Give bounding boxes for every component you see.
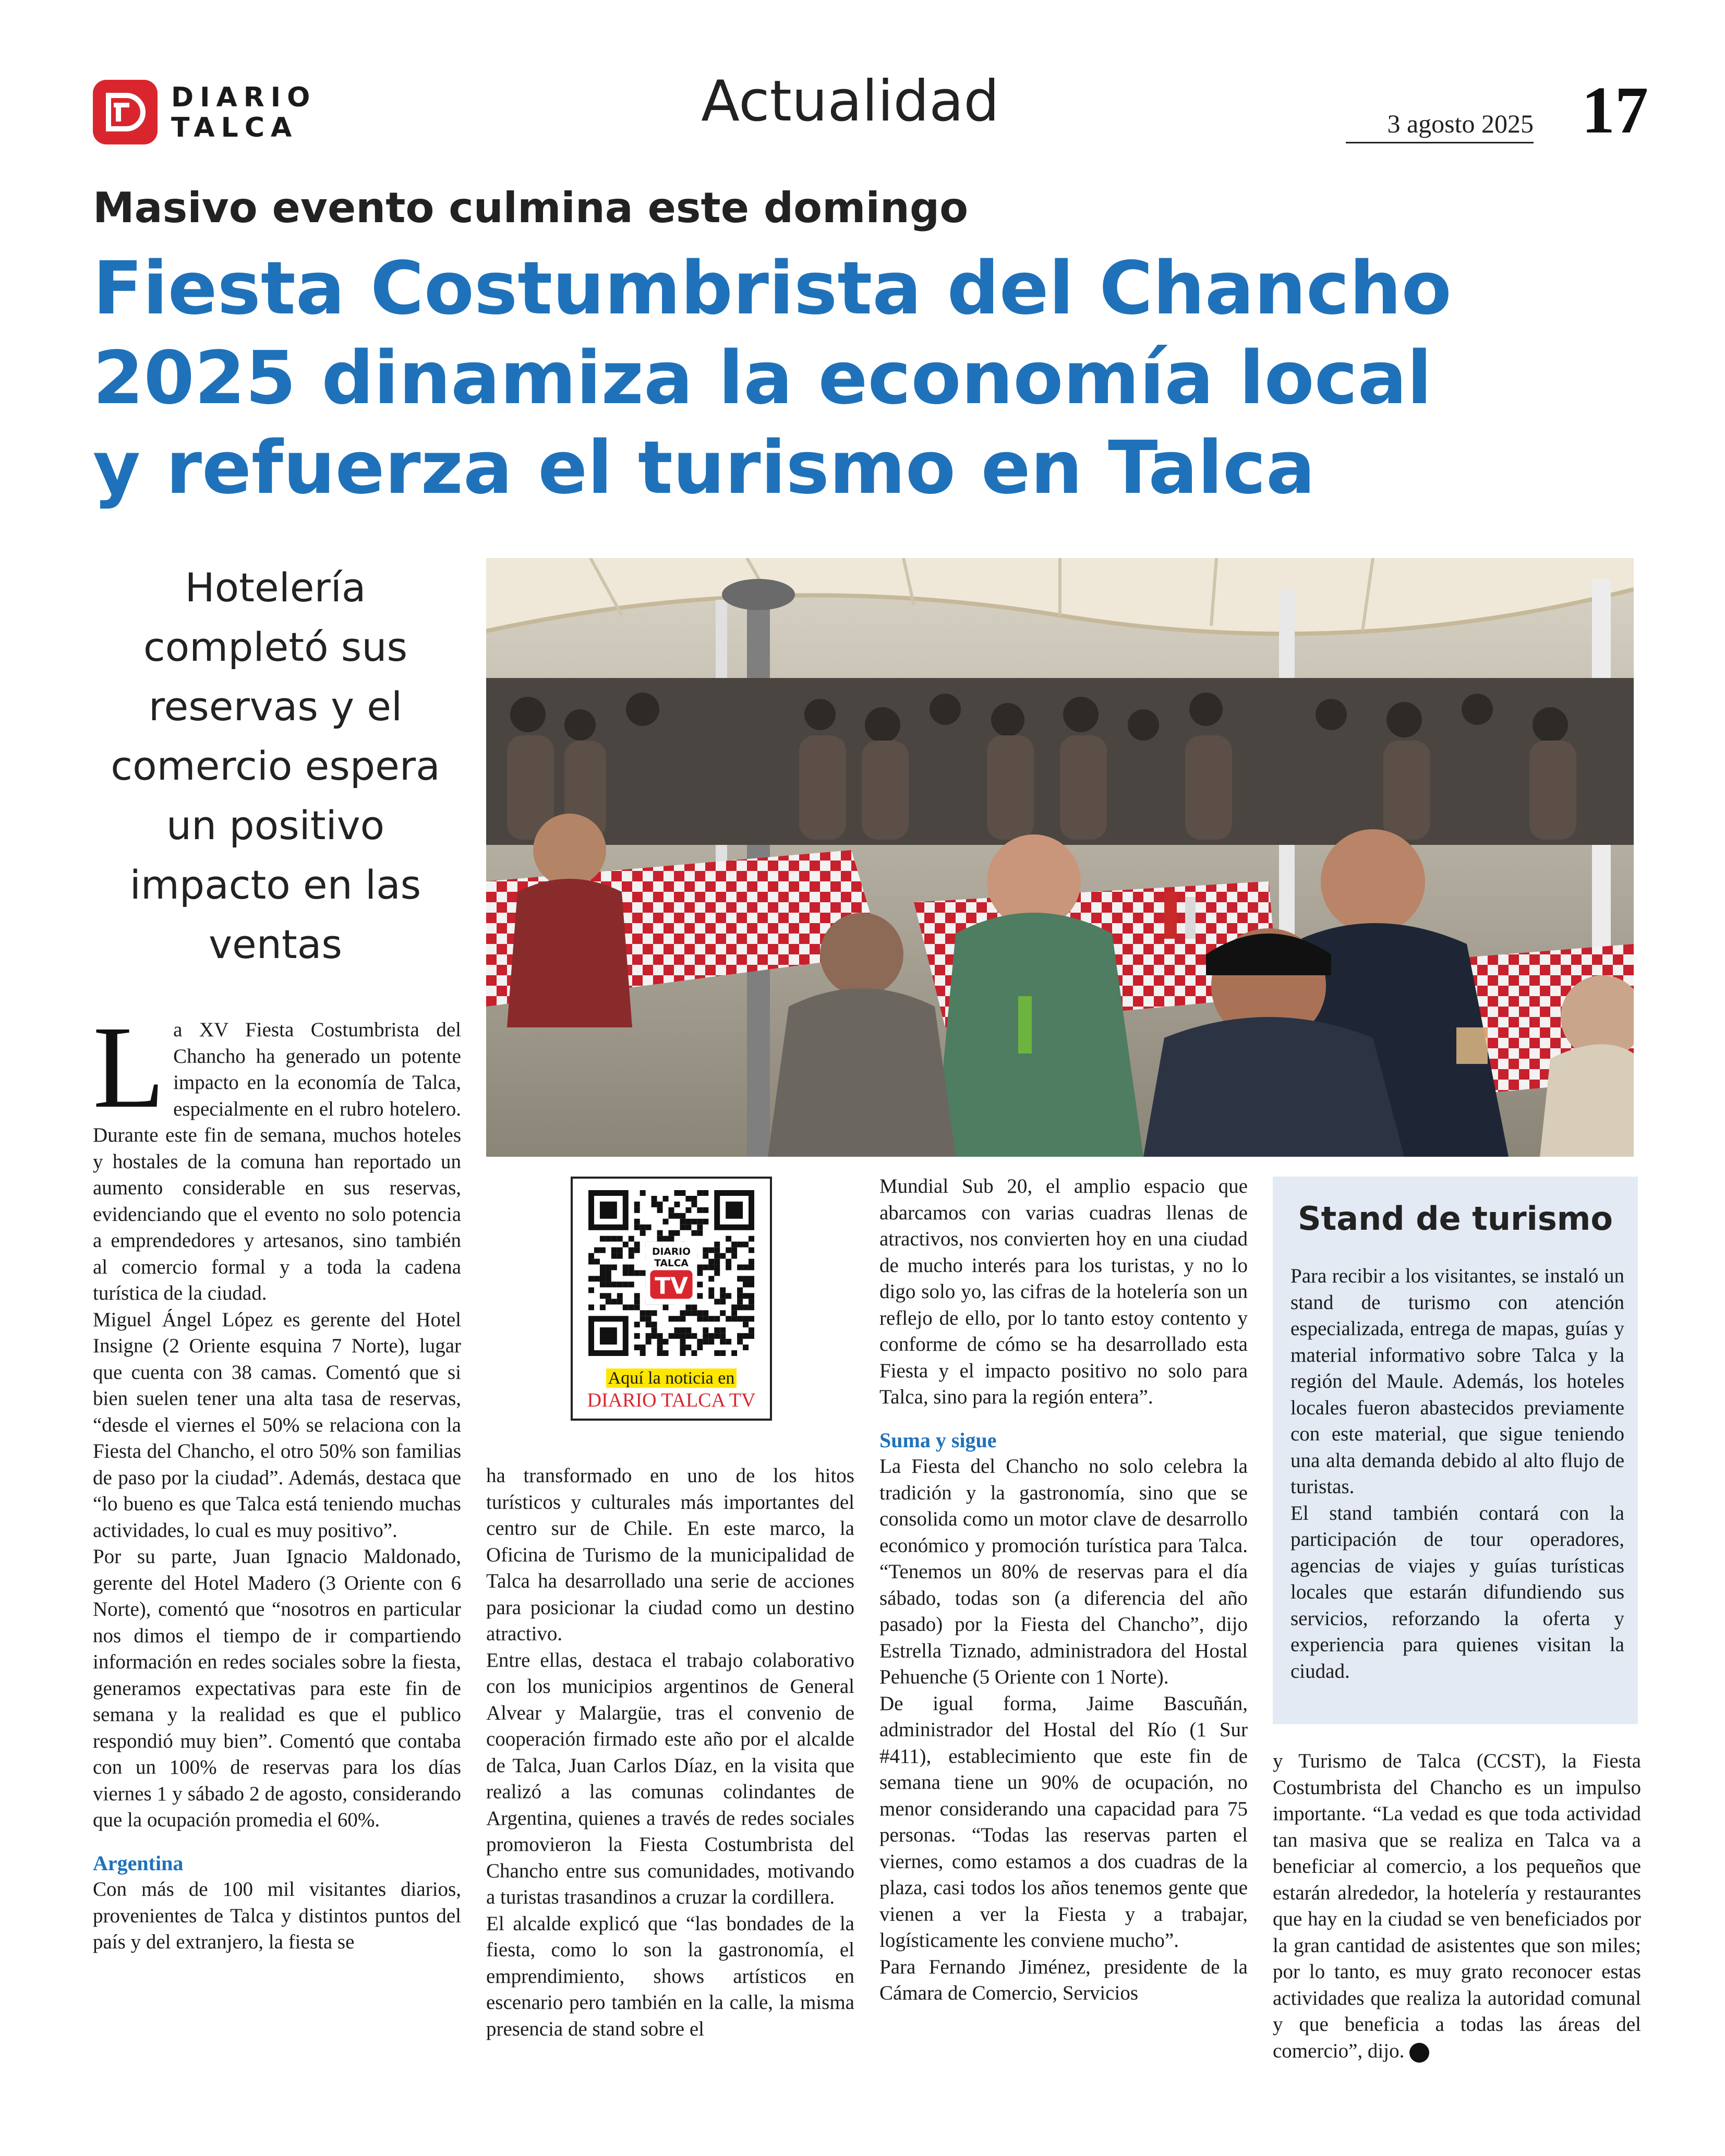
headline-line-2: 2025 dinamiza la economía local <box>93 336 1432 421</box>
subheading-argentina: Argentina <box>93 1851 184 1875</box>
sidebar-title: Stand de turismo <box>1298 1200 1613 1238</box>
article-paragraph: El alcalde explicó que “las bondades de la fiesta, como lo son la gastronomía, el emprendimiento, shows artísticos en escenario pero también en la calle, la misma presencia de stand sobre el <box>486 1912 854 2040</box>
article-paragraph: Miguel Ángel López es gerente del Hotel Insigne (2 Oriente esquina 7 Norte), lugar que cuenta con 38 camas. Comentó que si bien suelen tener una alta tasa de reservas, “desde el viernes el 50% se relaciona con la Fiesta del Chancho, el otro 50% son familias de paso por la ciudad”. Además, destaca que “lo bueno es que Talca está teniendo muchas actividades, lo cual es muy positivo”. <box>93 1308 461 1542</box>
issue-date: 3 agosto 2025 <box>1346 108 1534 143</box>
article-column-2 <box>486 1463 854 2042</box>
tv-badge: TV <box>655 1273 688 1300</box>
logo-line-1: DIARIO <box>171 82 317 113</box>
article-paragraph: ha transformado en uno de los hitos turísticos y culturales más importantes del centro sur de Chile. En este marco, la Oficina de Turismo de la municipalidad de Talca ha desarrollado una serie de acciones para posicionar la ciudad como un destino atractivo. <box>486 1464 854 1645</box>
qr-caption-line-1: Aquí la noticia en <box>606 1368 737 1388</box>
qr-code-icon[interactable] <box>588 1190 754 1356</box>
qr-code-box[interactable] <box>571 1177 772 1421</box>
article-paragraph: Por su parte, Juan Ignacio Maldonado, gerente del Hotel Madero (3 Oriente con 6 Norte), comentó que “nosotros en particular nos dimos el tiempo de ir compartiendo información en redes sociales sobre la fiesta, generamos expectativas para este fin de semana y la realidad es que el publico respondió muy bien”. Comentó que contaba con un 100% de reservas para los días viernes 1 y sábado 2 de agosto, considerando que la ocupación promedia el 60%. <box>93 1545 461 1831</box>
article-paragraph: Mundial Sub 20, el amplio espacio que abarcamos con varias cuadras llenas de atractivos, nos convierten hoy en una ciudad de mucho interés para los turistas, y no lo digo solo yo, las cifras de la hotelería son un reflejo de ello, por lo tanto estoy contento y conforme de cómo se ha desarrollado esta Fiesta y el impacto positivo no solo para Talca, sino para la región entera”. <box>879 1175 1248 1408</box>
article-kicker: Masivo evento culmina este domingo <box>93 184 969 232</box>
section-title: Actualidad <box>701 69 999 134</box>
headline-line-1: Fiesta Costumbrista del Chancho <box>93 246 1452 331</box>
qr-caption[interactable] <box>573 1367 770 1412</box>
article-deck: Hotelería completó sus reservas y el comercio espera un positivo impacto en las ventas <box>111 564 440 967</box>
sidebar-paragraph: El stand también contará con la participación de tour operadores, agencias de viajes y guías turísticas locales que estarán difundiendo sus servicios, reforzando la oferta y experiencia para quienes visitan la ciudad. <box>1290 1501 1624 1682</box>
sidebar-body <box>1290 1263 1624 1685</box>
subheading-suma-y-sigue: Suma y sigue <box>879 1428 997 1452</box>
brand-logo[interactable] <box>93 78 317 146</box>
article-paragraph: La Fiesta del Chancho no solo celebra la tradición y la gastronomía, sino que se consolida como un motor clave de desarrollo económico y promoción turística para Talca. “Tenemos un 80% de reservas para el día sábado, todas son (a diferencia del año pasado) por la Fiesta del Chancho”, dijo Estrella Tiznado, administradora del Hostal Pehuenche (5 Oriente con 1 Norte). <box>879 1455 1248 1688</box>
sidebar-box <box>1273 1177 1638 1724</box>
page-number: 17 <box>1582 73 1648 147</box>
article-column-1 <box>93 1002 461 1956</box>
logo-d-icon <box>93 80 158 144</box>
article-paragraph: La XV Fiesta Costumbrista del Chancho ha generado un potente impacto en la economía de Talca, especialmente en el rubro hotelero. Durante este fin de semana, muchos hoteles y hostales de la comuna han reportado un aumento considerable en sus reservas, evidenciando que el evento no solo potencia a emprendedores y artesanos, sino también al comercio formal y a toda la cadena turística de la ciudad. <box>93 1002 461 1304</box>
article-column-3 <box>879 1173 1248 2007</box>
article-paragraph: y Turismo de Talca (CCST), la Fiesta Costumbrista del Chancho es un impulso importante. “La vedad es que toda actividad tan masiva que se realiza en Talca va a beneficiar al comercio, a los pequeños que estarán alrededor, la hotelería y restaurantes que hay en la ciudad se ven beneficiados por la gran cantidad de asistentes que son miles; por lo tanto, es muy grato reconocer estas actividades que realiza la autoridad comunal y que beneficia a todas las áreas del comercio”, dijo. <box>1273 1750 1641 2062</box>
end-mark-icon <box>1409 2043 1429 2063</box>
drop-cap: L <box>93 1002 165 1132</box>
headline-line-3: y refuerza el turismo en Talca <box>93 426 1316 511</box>
article-column-4 <box>1273 1748 1641 2064</box>
crowd-photo <box>486 558 1634 1157</box>
article-paragraph: Entre ellas, destaca el trabajo colaborativo con los municipios argentinos de General Alvear y Malargüe, tras el convenio de cooperación firmado este año por el alcalde de Talca, Juan Carlos Díaz, en la visita que realizó a las comunas colindantes de Argentina, quienes a través de redes sociales promovieron la Fiesta Costumbrista del Chancho entre sus comunidades, motivando a turistas trasandinos a cruzar la cordillera. <box>486 1649 854 1908</box>
article-paragraph: De igual forma, Jaime Bascuñán, administrador del Hostal del Río (1 Sur #411), establecimiento que este fin de semana tiene un 90% de ocupación, no menor considerando una capacidad para 75 personas. “Todas las reservas parten el viernes, como estamos a dos cuadras de la plaza, casi todos los años tenemos gente que vienen a ver la Fiesta y a trabajar, logísticamente les conviene mucho”. <box>879 1692 1248 1952</box>
article-paragraph: Para Fernando Jiménez, presidente de la Cámara de Comercio, Servicios <box>879 1955 1248 2004</box>
qr-logo-line-1: DIARIO <box>652 1246 691 1257</box>
logo-line-2: TALCA <box>171 112 298 143</box>
qr-logo-line-2: TALCA <box>654 1257 689 1269</box>
article-paragraph: Con más de 100 mil visitantes diarios, provenientes de Talca y distintos puntos del país y del extranjero, la fiesta se <box>93 1878 461 1953</box>
sidebar-paragraph: Para recibir a los visitantes, se instaló un stand de turismo con atención especializada, entrega de mapas, guías y material informativo sobre Talca y la región del Maule. Además, los hoteles locales fueron abastecidos previamente con este material, que sigue teniendo una alta demanda debido al alto flujo de turistas. <box>1290 1265 1624 1498</box>
qr-caption-line-2[interactable]: DIARIO TALCA TV <box>587 1389 756 1411</box>
logo-text <box>171 82 316 143</box>
article-headline <box>93 244 1606 513</box>
